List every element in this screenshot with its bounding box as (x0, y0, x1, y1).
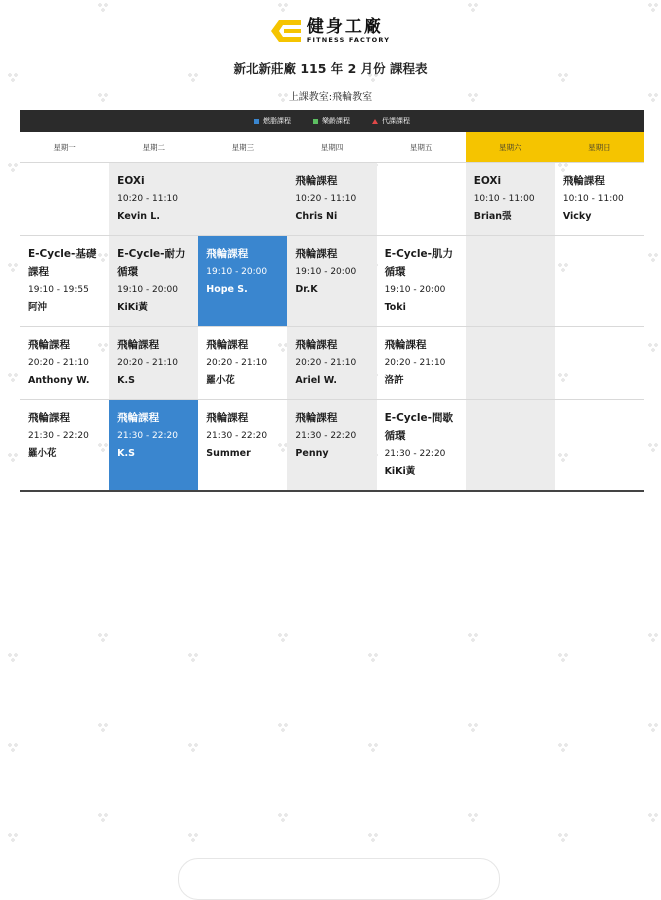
background-dot (12, 749, 14, 751)
class-cell (287, 236, 376, 327)
schedule-table (20, 132, 644, 492)
background-dot (565, 834, 567, 836)
class-time: 19:10 - 19:55 (28, 285, 89, 295)
background-dot (285, 634, 287, 636)
background-dot (469, 4, 471, 6)
background-dot (105, 724, 107, 726)
class-name: 飛輪課程 (562, 175, 605, 187)
background-dot (102, 729, 104, 731)
schedule-row (20, 327, 644, 400)
empty-cell (555, 236, 644, 327)
class-cell (287, 327, 376, 400)
class-name: 飛輪課程 (28, 339, 70, 351)
class-time: 20:20 - 21:10 (28, 358, 89, 368)
bottom-pill (178, 858, 500, 900)
class-name: 飛輪課程 (384, 339, 427, 351)
background-dot (565, 744, 567, 746)
class-cell (198, 236, 287, 327)
background-dot (649, 254, 651, 256)
background-dot (475, 724, 477, 726)
class-instructor: Hope S. (206, 284, 248, 295)
day-header: 星期三 (198, 132, 287, 163)
class-cell (377, 236, 466, 327)
day-header: 星期一 (20, 132, 109, 163)
background-dot (469, 634, 471, 636)
legend-swatch-icon (313, 119, 318, 124)
day-header-weekend: 星期日 (555, 132, 644, 163)
background-dot (375, 834, 377, 836)
class-instructor: 羅小花 (206, 375, 235, 386)
empty-cell (198, 163, 287, 236)
background-dot (562, 749, 564, 751)
class-instructor: 洛許 (384, 375, 404, 386)
class-instructor: Kevin L. (117, 211, 160, 222)
background-dot (15, 454, 17, 456)
class-cell (198, 400, 287, 492)
background-dot (282, 639, 284, 641)
class-instructor: 阿沖 (28, 302, 48, 313)
background-dot (559, 654, 561, 656)
class-cell (109, 236, 198, 327)
class-name: E-Cycle-基礎課程 (28, 248, 97, 278)
class-cell (109, 400, 198, 492)
background-dot (195, 654, 197, 656)
schedule-row (20, 236, 644, 327)
class-time: 21:30 - 22:20 (384, 449, 446, 459)
class-cell (287, 400, 376, 492)
background-dot (99, 814, 101, 816)
background-dot (655, 254, 657, 256)
background-dot (12, 659, 14, 661)
class-time: 19:10 - 20:00 (206, 267, 268, 277)
background-dot (472, 639, 474, 641)
empty-cell (555, 400, 644, 492)
brand-name-cn: 健身工廠 (306, 17, 383, 37)
background-dot (12, 269, 14, 271)
background-dot (652, 259, 654, 261)
background-dot (475, 634, 477, 636)
class-instructor: Vicky (562, 211, 592, 222)
class-time: 21:30 - 22:20 (28, 431, 89, 441)
class-time: 10:10 - 11:00 (562, 194, 624, 204)
class-instructor: K.S (117, 375, 135, 386)
class-time: 20:20 - 21:10 (384, 358, 446, 368)
background-dot (655, 4, 657, 6)
class-time: 19:10 - 20:00 (384, 285, 446, 295)
background-dot (102, 639, 104, 641)
class-time: 20:20 - 21:10 (117, 358, 178, 368)
background-dot (559, 834, 561, 836)
background-dot (282, 729, 284, 731)
background-dot (655, 444, 657, 446)
background-dot (9, 654, 11, 656)
background-dot (649, 634, 651, 636)
background-dot (472, 729, 474, 731)
background-dot (99, 4, 101, 6)
class-time: 21:30 - 22:20 (117, 431, 178, 441)
class-name: 飛輪課程 (295, 175, 338, 187)
background-dot (562, 839, 564, 841)
background-dot (559, 744, 561, 746)
legend-label: 代課課程 (382, 117, 410, 125)
background-dot (652, 639, 654, 641)
background-dot (279, 634, 281, 636)
background-dot (15, 654, 17, 656)
background-dot (649, 4, 651, 6)
class-name: EOXi (473, 175, 502, 187)
background-dot (472, 9, 474, 11)
empty-cell (466, 400, 555, 492)
empty-cell (466, 236, 555, 327)
class-time: 10:20 - 11:10 (117, 194, 178, 204)
background-dot (279, 814, 281, 816)
legend-label: 樂齡課程 (322, 117, 350, 125)
class-name: E-Cycle-間歇循環 (384, 412, 453, 442)
class-instructor: Toki (384, 302, 406, 313)
class-cell (377, 400, 466, 492)
background-dot (282, 9, 284, 11)
legend-label: 燃脂課程 (263, 117, 291, 125)
background-dot (195, 834, 197, 836)
background-dot (192, 749, 194, 751)
class-instructor: KiKi黃 (384, 466, 416, 477)
day-header-weekend: 星期六 (466, 132, 555, 163)
empty-cell (377, 163, 466, 236)
class-instructor: Summer (206, 448, 251, 459)
class-instructor: Brian張 (473, 211, 512, 222)
background-dot (9, 374, 11, 376)
class-name: 飛輪課程 (295, 339, 338, 351)
background-dot (369, 654, 371, 656)
class-time: 19:10 - 20:00 (117, 285, 178, 295)
class-time: 10:10 - 11:00 (473, 194, 535, 204)
background-dot (15, 744, 17, 746)
class-instructor: K.S (117, 448, 135, 459)
day-header: 星期四 (287, 132, 376, 163)
background-dot (649, 444, 651, 446)
background-dot (565, 654, 567, 656)
class-cell (466, 163, 555, 236)
background-dot (652, 729, 654, 731)
background-dot (102, 9, 104, 11)
background-dot (475, 4, 477, 6)
background-dot (12, 459, 14, 461)
background-dot (649, 724, 651, 726)
background-dot (15, 374, 17, 376)
background-dot (99, 724, 101, 726)
background-dot (285, 4, 287, 6)
background-dot (475, 814, 477, 816)
legend-item (254, 116, 291, 126)
background-dot (9, 164, 11, 166)
class-instructor: KiKi黃 (117, 302, 148, 313)
background-dot (9, 834, 11, 836)
class-name: 飛輪課程 (117, 339, 160, 351)
background-dot (369, 744, 371, 746)
triangle-icon (372, 119, 378, 124)
class-name: 飛輪課程 (206, 412, 249, 424)
day-header: 星期五 (377, 132, 466, 163)
background-dot (105, 814, 107, 816)
background-dot (655, 344, 657, 346)
class-cell (20, 400, 109, 492)
class-cell (109, 163, 198, 236)
legend-item (313, 116, 350, 126)
class-cell (555, 163, 644, 236)
background-dot (285, 724, 287, 726)
background-dot (189, 834, 191, 836)
class-cell (20, 236, 109, 327)
class-instructor: Chris Ni (295, 211, 338, 222)
background-dot (192, 659, 194, 661)
empty-cell (555, 327, 644, 400)
day-header: 星期二 (109, 132, 198, 163)
class-instructor: Ariel W. (295, 375, 338, 386)
class-name: 飛輪課程 (295, 412, 338, 424)
class-cell (109, 327, 198, 400)
background-dot (189, 744, 191, 746)
background-dot (9, 454, 11, 456)
legend-bar (20, 110, 644, 132)
background-dot (195, 744, 197, 746)
background-dot (12, 379, 14, 381)
background-dot (649, 814, 651, 816)
background-dot (282, 819, 284, 821)
class-time: 21:30 - 22:20 (295, 431, 357, 441)
day-header-row (20, 132, 644, 163)
background-dot (192, 839, 194, 841)
class-cell (287, 163, 376, 236)
class-instructor: Anthony W. (28, 375, 90, 386)
schedule-row (20, 400, 644, 492)
class-name: E-Cycle-肌力循環 (384, 248, 453, 278)
background-dot (372, 749, 374, 751)
background-dot (652, 449, 654, 451)
background-dot (375, 744, 377, 746)
background-dot (655, 814, 657, 816)
background-dot (189, 654, 191, 656)
legend-item (372, 116, 410, 126)
background-dot (655, 634, 657, 636)
empty-cell (466, 327, 555, 400)
background-dot (472, 819, 474, 821)
class-time: 19:10 - 20:00 (295, 267, 357, 277)
class-instructor: 羅小花 (28, 448, 57, 459)
class-cell (377, 327, 466, 400)
background-dot (469, 814, 471, 816)
class-name: 飛輪課程 (206, 339, 249, 351)
class-name: 飛輪課程 (206, 248, 249, 260)
schedule-row (20, 163, 644, 236)
background-dot (372, 839, 374, 841)
class-time: 21:30 - 22:20 (206, 431, 268, 441)
legend-swatch-icon (254, 119, 259, 124)
background-dot (375, 654, 377, 656)
class-instructor: Dr.K (295, 284, 318, 295)
background-dot (369, 834, 371, 836)
page-header (0, 18, 661, 103)
background-dot (285, 814, 287, 816)
class-cell (20, 327, 109, 400)
class-instructor: Penny (295, 448, 329, 459)
background-dot (372, 659, 374, 661)
background-dot (15, 834, 17, 836)
page-subtitle: 上課教室:飛輪教室 (288, 92, 373, 103)
background-dot (652, 819, 654, 821)
background-dot (9, 264, 11, 266)
class-name: EOXi (117, 175, 145, 187)
page-title: 新北新莊廠 115 年 2 月份 課程表 (233, 61, 428, 76)
background-dot (652, 9, 654, 11)
background-dot (105, 634, 107, 636)
class-cell (198, 327, 287, 400)
background-dot (9, 744, 11, 746)
class-name: 飛輪課程 (28, 412, 70, 424)
background-dot (562, 659, 564, 661)
background-dot (105, 4, 107, 6)
brand-name-en: FITNESS FACTORY (306, 36, 391, 44)
class-time: 20:20 - 21:10 (206, 358, 268, 368)
background-dot (15, 164, 17, 166)
background-dot (15, 264, 17, 266)
empty-cell (20, 163, 109, 236)
class-name: 飛輪課程 (117, 412, 160, 424)
class-name: 飛輪課程 (295, 248, 338, 260)
class-name: E-Cycle-耐力循環 (117, 248, 186, 278)
class-time: 20:20 - 21:10 (295, 358, 357, 368)
background-dot (655, 724, 657, 726)
background-dot (102, 819, 104, 821)
background-dot (649, 344, 651, 346)
class-time: 10:20 - 11:10 (295, 194, 357, 204)
brand-logo (271, 18, 390, 44)
background-dot (652, 349, 654, 351)
background-dot (279, 4, 281, 6)
background-dot (469, 724, 471, 726)
background-dot (279, 724, 281, 726)
background-dot (99, 634, 101, 636)
background-dot (12, 169, 14, 171)
background-dot (12, 839, 14, 841)
fitness-factory-logo-icon (271, 20, 301, 42)
